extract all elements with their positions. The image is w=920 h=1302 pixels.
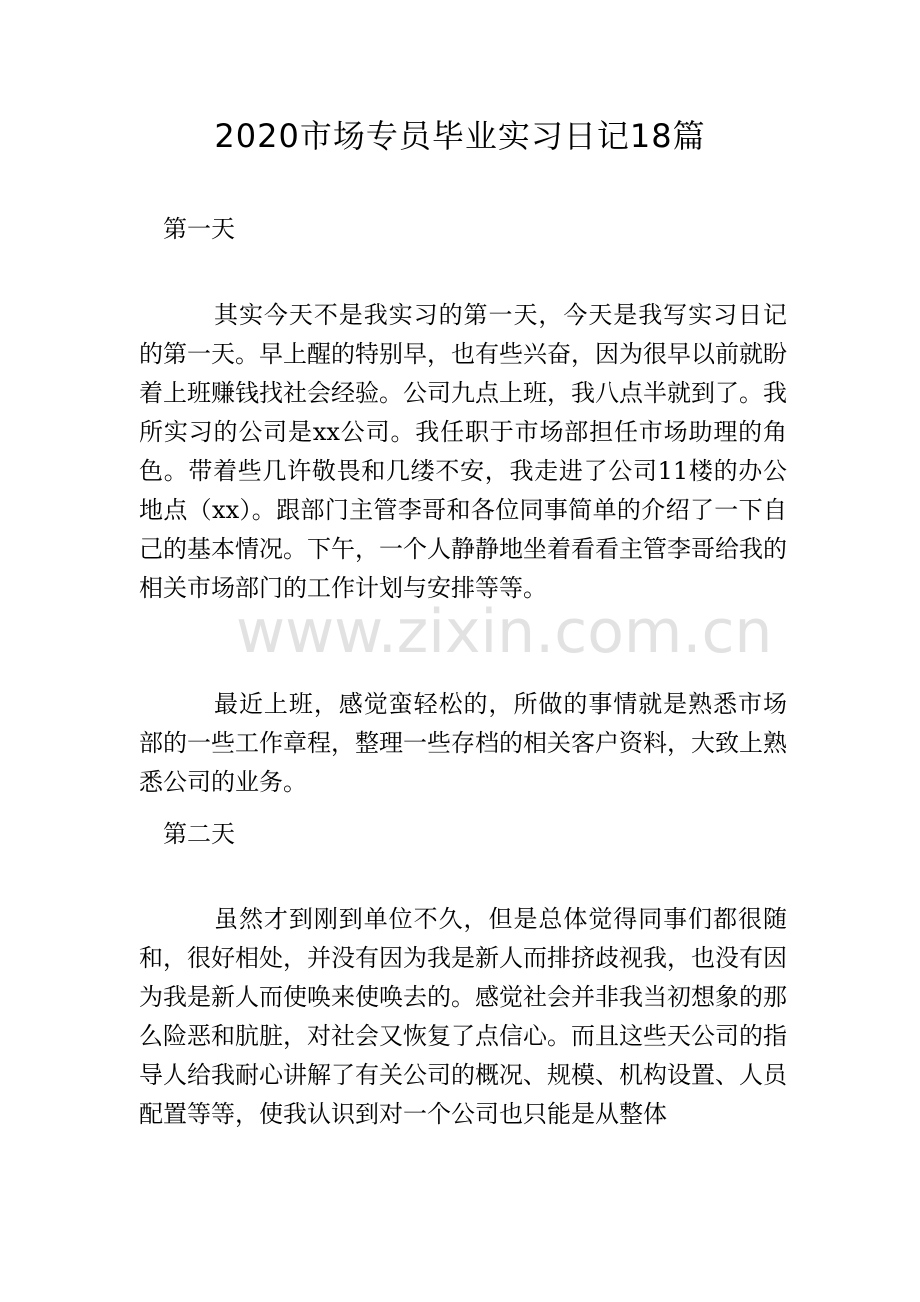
paragraph-1: 其实今天不是我实习的第一天，今天是我写实习日记的第一天。早上醒的特别早，也有些兴奋，因为很早以前就盼着上班赚钱找社会经验。公司九点上班，我八点半就到了。我所实习的公司是xx公司。我任职于市场部担任市场助理的角色。带着些几许敬畏和几缕不安，我走进了公司11楼的办公地点（xx）。跟部门主管李哥和各位同事简单的介绍了一下自己的基本情况。下午，一个人静静地坐着看看主管李哥给我的相关市场部门的工作计划与安排等等。 — [139, 301, 787, 602]
day-heading-1: 第一天 — [163, 215, 235, 243]
watermark: www.zixin.com.cn — [236, 597, 773, 667]
day-heading-2: 第二天 — [163, 820, 235, 848]
document-title: 2020市场专员毕业实习日记18篇 — [214, 117, 706, 155]
paragraph-3: 虽然才到刚到单位不久，但是总体觉得同事们都很随和，很好相处，并没有因为我是新人而排挤歧视我，也没有因为我是新人而使唤来使唤去的。感觉社会并非我当初想象的那么险恶和肮脏，对社会又恢复了点信心。而且这些天公司的指导人给我耐心讲解了有关公司的概况、规模、机构设置、人员配置等等，使我认识到对一个公司也只能是从整体 — [139, 905, 787, 1128]
paragraph-2: 最近上班，感觉蛮轻松的，所做的事情就是熟悉市场部的一些工作章程，整理一些存档的相关客户资料，大致上熟悉公司的业务。 — [139, 690, 787, 796]
